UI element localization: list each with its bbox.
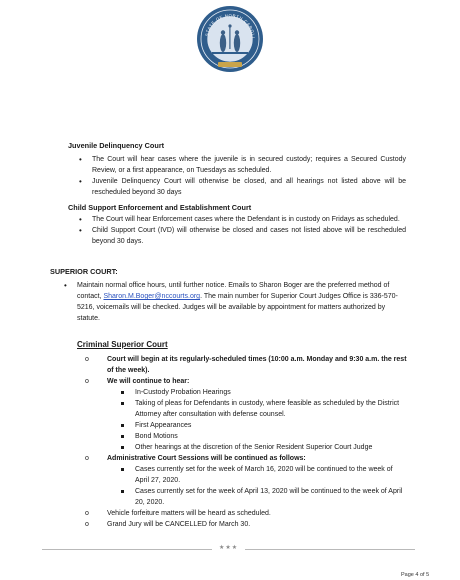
bullet-icon: • [79,226,82,235]
circle-bullet-icon: o [85,356,89,363]
sub-list-item [135,442,407,453]
sub-list-item [135,398,407,420]
circle-bullet-icon: o [85,455,89,462]
juvenile-court-list [79,154,406,198]
square-bullet-icon [121,446,124,449]
footer-divider-right [245,549,415,550]
superior-text-part2: . The main number for Superior Court Judges Office is 336-570-5216, voicemails will be checked. Judges will be available by appointment for matters authorized by statute. [77,293,398,322]
bullet-text: The Court will hear Enforcement cases where the Defendant is in custody on Fridays as scheduled. [92,216,400,223]
item-text: Grand Jury will be CANCELLED for March 30. [107,521,251,528]
email-link[interactable]: Sharon.M.Boger@nccourts.org [103,293,201,300]
sub-list [107,464,407,508]
bullet-icon: • [79,215,82,224]
court-seal-logo [196,5,264,73]
bullet-text: The Court will hear cases where the juvenile is in secured custody; requires a Secured Custody Review, or a first appearance, on Tuesdays as scheduled. [92,156,406,174]
bullet-text: Child Support Court (IVD) will otherwise be closed and cases not listed above will be rescheduled beyond 30 days. [92,227,406,245]
circle-bullet-icon: o [85,521,89,528]
circle-bullet-icon: o [85,378,89,385]
list-item [85,376,407,453]
item-text: Court will begin at its regularly-scheduled times (10:00 a.m. Monday and 9:30 a.m. the rest of the week). [107,356,407,374]
footer-divider-left [42,549,212,550]
sub-list-item [135,387,407,398]
square-bullet-icon [121,402,124,405]
sub-list-item [135,431,407,442]
circle-bullet-icon: o [85,510,89,517]
superior-court-list [64,280,407,324]
sub-item-text: Other hearings at the discretion of the Senior Resident Superior Court Judge [135,444,373,451]
item-text: We will continue to hear: [107,378,190,385]
bullet-icon: • [79,177,82,186]
superior-text-part1: Maintain normal office hours, until further notice. Emails to Sharon Boger are the preferred method of contact, [77,282,390,300]
bullet-text: Juvenile Delinquency Court will otherwise be closed, and all hearings not listed above will be rescheduled beyond 30 days [92,178,406,196]
criminal-court-heading: Criminal Superior Court [77,340,168,349]
sub-item-text: Bond Motions [135,433,178,440]
list-item [85,453,407,508]
page-number: Page 4 of 5 [401,572,430,578]
square-bullet-icon [121,435,124,438]
list-item [64,280,407,324]
superior-court-heading: SUPERIOR COURT: [50,267,118,276]
sub-item-text: In-Custody Probation Hearings [135,389,231,396]
square-bullet-icon [121,490,124,493]
sub-item-text: First Appearances [135,422,192,429]
criminal-court-list [85,354,407,530]
list-item [85,519,407,530]
juvenile-court-heading: Juvenile Delinquency Court [68,141,165,150]
sub-item-text: Taking of pleas for Defendants in custody, where feasible as scheduled by the District Attorney after consultation with defense counsel. [135,400,400,418]
list-item [85,354,407,376]
list-item [85,508,407,519]
square-bullet-icon [121,391,124,394]
square-bullet-icon [121,424,124,427]
sub-list [107,387,407,453]
bullet-icon: • [79,155,82,164]
sub-list-item [135,464,407,486]
sub-item-text: Cases currently set for the week of April 13, 2020 will be continued to the week of April 20, 2020. [135,488,403,506]
sub-list-item [135,420,407,431]
child-support-heading: Child Support Enforcement and Establishment Court [68,203,252,212]
child-support-list [79,214,406,247]
item-text: Vehicle forfeiture matters will be heard as scheduled. [107,510,271,517]
list-item [79,154,406,176]
sub-list-item [135,486,407,508]
list-item [79,176,406,198]
bullet-icon: • [64,281,67,290]
footer-stars: ★★★ [219,545,239,551]
list-item [79,225,406,247]
item-text: Administrative Court Sessions will be continued as follows: [107,455,306,462]
list-item [79,214,406,225]
svg-text:STATE OF NORTH CAROLINA: STATE OF NORTH CAROLI [204,12,257,39]
sub-item-text: Cases currently set for the week of March 16, 2020 will be continued to the week of April 27, 2020. [135,466,393,484]
square-bullet-icon [121,468,124,471]
